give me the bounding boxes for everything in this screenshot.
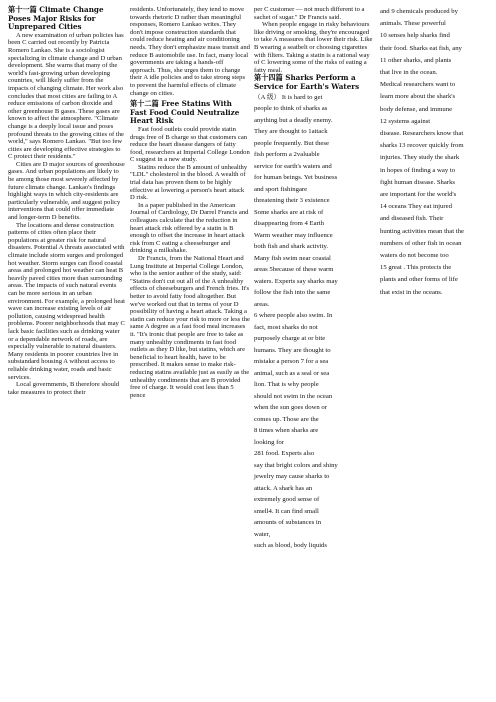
text-line: jewelry may cause sharks to (254, 473, 330, 481)
paragraph: Local governments, B therefore should take measures to protect their (8, 381, 120, 396)
passage-12-title: 第十二篇 Free Statins With Fast Food Could Neutralize Heart Risk (130, 99, 240, 126)
text-line: for human beings. Yet business (254, 174, 338, 182)
text-line: disease. Researchers know that (380, 130, 464, 138)
paragraph: Dr Francis, from the National Heart and Lung Institute at Imperial College London, who is the senior author of the study, said: "Statins don't cut out all of the A unhealthy effects of cheeseburgers and French fries. It's better to avoid fatty food altogether. But we've worked out that in terms of your D possibility of having a heart attack. Taking a statin can reduce your risk to more or less the same A degree as a fast food meal increases it. "It's ironic that people are free to take as many unhealthy condiments in fast food outlets as they D like, but statins, which are beneficial to heart health, have to be prescribed. It makes sense to make risk-reducing statins available just as easily as the unhealthy condiments that are B provided free of charge. It would cost less than 5 pence (130, 255, 250, 399)
text-line: areas 5because of these warm (254, 266, 334, 274)
text-line: and 9 chemicals produced by (380, 8, 458, 15)
text-line: 14 oceans They eat injured (380, 203, 452, 211)
text-line: disappearing from 4 Earth (254, 220, 325, 228)
text-line: and diseased fish. Their (380, 215, 444, 223)
paragraph: When people engage in risky behaviours like driving or smoking, they're encouraged to take A measures that lower their risk. Like B wearing a seatbelt or choosing cigarettes with filters. Taking a statin is a rational way of C lowering some of the risks of eating a fatty meal. (254, 21, 373, 74)
text-line: should not swim in the ocean (254, 392, 333, 400)
text-line: humans. They are thought to (254, 346, 331, 354)
text-line: Warm weather may influence (254, 231, 333, 239)
paragraph: per C customer — not much different to a sachet of sugar." Dr Francis said. (254, 6, 365, 21)
paragraph: A new examination of urban policies has been C carried out recently by Patricia Romero Lankao. She is a sociologist specializing in climate change and D urban development. She warns that many of the world's fast-growing urban developing countries, will likely suffer from the impacts of changing climate. Her work also concludes that most cities are failing to A reduce emissions of carbon dioxide and other greenhouse B gases. These gases are known to affect the atmosphere. "Climate change is a deeply local issue and poses profound threats to the growing cities of the world," says Romero Lankao. "But too few cities are developing effective strategies to C protect their residents." (8, 31, 124, 161)
paragraph: Fast food outlets could provide statin drugs free of B charge so that customers can reduce the heart disease dangers of fatty food, researchers at Imperial College London C suggest in a new study. (130, 125, 250, 164)
passage-14-body (254, 92, 374, 552)
text-line: fish perform a 2valuable (254, 151, 320, 159)
column-2 (130, 6, 250, 399)
text-line: threatening their 3 existence (254, 197, 330, 205)
passage-11-title: 第十一篇 Climate Change Poses Major Risks for Unprepared Cities (8, 5, 104, 32)
text-line: attack. A shark has an (254, 484, 313, 492)
text-line: such as blood, body liquids (254, 542, 328, 550)
text-line: Medical researchers want to (380, 81, 456, 89)
text-line: numbers of other fish in ocean (380, 239, 462, 247)
paragraph: Statins reduce the B amount of unhealthy "LDL" cholesterol in the blood. A wealth of trial data has proven them to be highly effective at lowering a person's heart attack D risk. (130, 163, 248, 202)
text-line: waters do not become too (380, 252, 449, 260)
text-line: both fish and shark activity. (254, 243, 329, 251)
text-line: that live in the ocean. (380, 69, 438, 77)
text-line: in hopes of finding a way to (380, 166, 456, 174)
column-3 (254, 6, 374, 552)
text-line: body defense, and immune (380, 105, 453, 113)
text-line: anything but a deadly enemy. (254, 116, 333, 124)
text-line: comes up. Those are the (254, 415, 319, 423)
text-line: hunting activities mean that the (380, 227, 464, 235)
column-4 (380, 6, 490, 299)
text-line: animals. These powerful (380, 20, 446, 28)
paragraph: In a paper published in the American Journal of Cardiology, Dr Darrel Francis and colleagues calculate that the reduction in heart attack risk offered by a statin is B enough to offset the increase in heart attack risk from C eating a cheeseburger and drinking a milkshake. (130, 201, 249, 255)
text-line: people to think of sharks as (254, 105, 328, 113)
text-line: plants and other forms of life (380, 276, 458, 284)
text-line: their food. Sharks eat fish, any (380, 44, 462, 52)
text-line: amounts of substances in (254, 519, 322, 527)
text-line: are important for the world's (380, 191, 457, 199)
text-line: purposely charge at or bite (254, 335, 326, 343)
text-line: follow the fish into the same (254, 289, 331, 297)
text-line: 6 where people also swim. In (254, 312, 333, 320)
text-line: smell4. It can find small (254, 507, 319, 515)
text-line: Some sharks are at risk of (254, 208, 324, 216)
column-1 (8, 6, 125, 396)
text-line: fight human disease. Sharks (380, 178, 456, 186)
paragraph: residents. Unfortunately, they tend to move towards rhetoric D rather than meaningful responses, Romero Lankao writes. They don't impose construction standards that could reduce heating and air conditioning needs. They don't emphasize mass transit and reduce B automobile use. In fact, many local governments are taking a hands-off approach. Thus, she urges them to change their A idle policies and to take strong steps to prevent the harmful effects of climate change on cities. (130, 6, 250, 97)
text-line: 8 times when sharks are (254, 427, 319, 435)
text-line: 10 senses help sharks find (380, 32, 450, 40)
text-line: people frequently. But these (254, 139, 329, 147)
text-line: Many fish swim near coastal (254, 254, 331, 262)
text-line: service for earth's waters and (254, 162, 332, 170)
text-line: say that bright colors and shiny (254, 461, 338, 469)
text-line: that exist in the oceans. (380, 288, 443, 296)
text-line: learn more about the shark's (380, 93, 456, 101)
paragraph: Cities are D major sources of greenhouse gases. And urban populations are likely to be among those most severely affected by future climate change. Lankao's findings highlight ways in which city-residents are particularly vulnerable, and suggest policy interventions that could offer immediate and longer-term D benefits. (8, 160, 125, 222)
text-line: lion. That is why people (254, 381, 319, 389)
text-line: 11 other sharks, and plants (380, 56, 452, 64)
paragraph: The locations and dense construction patterns of cities often place their populations at greater risk for natural disasters. Potential A threats associated with climate include storm surges and prolonged hot weather. Storm surges can flood coastal areas and prolonged hot weather can heat B heavily paved cities more than surrounding areas. The impacts of such natural events can be more serious in an urban environment. For example, a prolonged heat wave can increase existing levels of air pollution, causing widespread health problems. Poorer neighborhoods that may C lack basic facilities such as drinking water or a dependable network of roads, are especially vulnerable to natural disasters. Many residents in poorer countries live in substandard housing A without access to reliable drinking water, roads and basic services. (8, 221, 126, 381)
text-line: 12 systems against (380, 117, 431, 125)
text-line: mistake a person 7 for a sea (254, 358, 329, 366)
text-line: and sport fishingare (254, 185, 308, 193)
text-line: They are thought to 1attack (254, 128, 328, 136)
text-line: areas. (254, 300, 270, 308)
text-line: 15 great . This protects the (380, 264, 452, 272)
text-line: fact, most sharks do not (254, 323, 318, 331)
text-line: water, (254, 530, 271, 538)
text-line: injuries. They study the shark (380, 154, 460, 162)
text-line: extremely good sense of (254, 496, 320, 504)
text-line: waters. Experts say sharks may (254, 277, 338, 285)
text-line: when the sun goes down or (254, 404, 327, 412)
text-line: 281 food. Experts also (254, 450, 315, 458)
text-line: animal, such as a seal or sea (254, 369, 330, 377)
passage-14-title: 第十四篇 Sharks Perform a Service for Earth's Waters (254, 73, 360, 91)
text-line: looking for (254, 438, 284, 446)
passage-14-body-continued (380, 6, 490, 299)
text-line: sharks 13 recover quickly from (380, 142, 464, 150)
text-line: （A 级） It is hard to get (254, 93, 323, 101)
